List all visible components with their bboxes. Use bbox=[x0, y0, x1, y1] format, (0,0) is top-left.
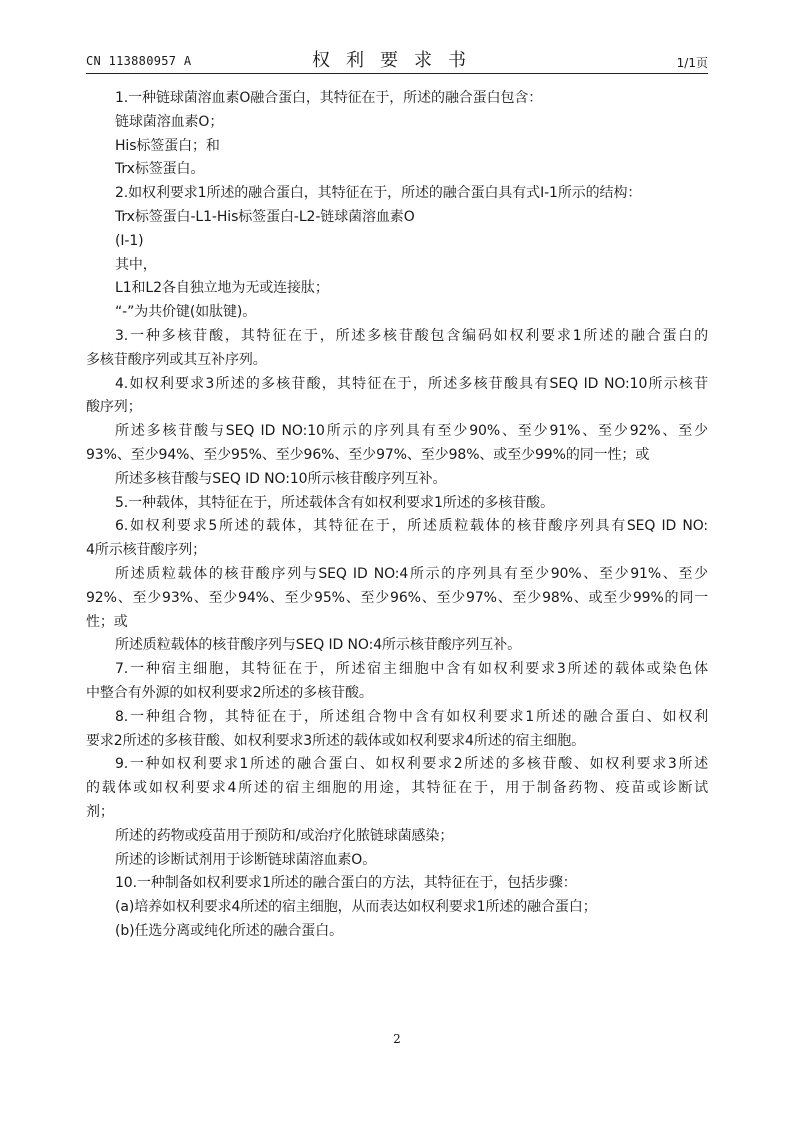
claim-text-line: 4.如权利要求3所述的多核苷酸，其特征在于，所述多核苷酸具有SEQ ID NO:10所示核苷 bbox=[115, 375, 708, 392]
page-number: 2 bbox=[393, 1032, 401, 1046]
claim-text-line: 所述的药物或疫苗用于预防和/或治疗化脓链球菌感染； bbox=[115, 827, 454, 844]
claim-text-line: 4所示核苷酸序列； bbox=[86, 542, 207, 559]
claim-text-line: 所述质粒载体的核苷酸序列与SEQ ID NO:4所示核苷酸序列互补。 bbox=[115, 637, 522, 654]
claim-text-line: 93%、至少94%、至少95%、至少96%、至少97%、至少98%、或至少99%的同一性；或 bbox=[86, 446, 650, 463]
claim-text-line: 要求2所述的多核苷酸、如权利要求3所述的载体或如权利要求4所述的宿主细胞。 bbox=[86, 732, 586, 749]
claim-text-line: (b)任选分离或纯化所述的融合蛋白。 bbox=[115, 922, 344, 939]
claim-text-line: 剂； bbox=[86, 803, 114, 820]
claims-body bbox=[86, 87, 708, 944]
claim-text-line: 7.一种宿主细胞，其特征在于，所述宿主细胞中含有如权利要求3所述的载体或染色体 bbox=[115, 661, 708, 678]
publication-number: CN 113880957 A bbox=[86, 54, 192, 68]
claim-text-line: 多核苷酸序列或其互补序列。 bbox=[86, 351, 267, 368]
claim-text-line: 链球菌溶血素O； bbox=[115, 113, 224, 130]
claim-text-line: (I-1) bbox=[115, 232, 144, 249]
claim-text-line: (a)培养如权利要求4所述的宿主细胞，从而表达如权利要求1所述的融合蛋白； bbox=[115, 899, 597, 916]
claim-text-line: 所述多核苷酸与SEQ ID NO:10所示核苷酸序列互补。 bbox=[115, 470, 447, 487]
claim-text-line: 10.一种制备如权利要求1所述的融合蛋白的方法，其特征在于，包括步骤： bbox=[115, 875, 577, 892]
page-indicator: 1/1页 bbox=[676, 56, 708, 70]
claim-text-line: 9.一种如权利要求1所述的融合蛋白、如权利要求2所述的多核苷酸、如权利要求3所述 bbox=[115, 756, 708, 773]
page-header bbox=[86, 46, 708, 72]
claim-text-line: 8.一种组合物，其特征在于，所述组合物中含有如权利要求1所述的融合蛋白、如权利 bbox=[115, 708, 708, 725]
document-title: 权利要求书 bbox=[312, 50, 482, 71]
claim-text-line: “-”为共价键(如肽键)。 bbox=[115, 304, 257, 321]
claim-text-line: 所述多核苷酸与SEQ ID NO:10所示的序列具有至少90%、至少91%、至少92%、至少 bbox=[115, 423, 708, 440]
header-divider bbox=[86, 73, 708, 74]
claim-text-line: Trx标签蛋白-L1-His标签蛋白-L2-链球菌溶血素O bbox=[115, 208, 415, 225]
claim-text-line: 2.如权利要求1所述的融合蛋白，其特征在于，所述的融合蛋白具有式I-1所示的结构： bbox=[115, 185, 642, 202]
claim-text-line: 性；或 bbox=[86, 613, 128, 630]
claim-text-line: 的载体或如权利要求4所述的宿主细胞的用途，其特征在于，用于制备药物、疫苗或诊断试 bbox=[86, 780, 708, 797]
claim-text-line: 酸序列； bbox=[86, 399, 142, 416]
claim-text-line: 中整合有外源的如权利要求2所述的多核苷酸。 bbox=[86, 684, 373, 701]
claim-text-line: Trx标签蛋白。 bbox=[115, 161, 205, 178]
claim-text-line: L1和L2各自独立地为无或连接肽； bbox=[115, 280, 329, 297]
claim-text-line: 所述质粒载体的核苷酸序列与SEQ ID NO:4所示的序列具有至少90%、至少91%、至少 bbox=[115, 565, 708, 582]
claim-text-line: 所述的诊断试剂用于诊断链球菌溶血素O。 bbox=[115, 851, 377, 868]
claim-text-line: 1.一种链球菌溶血素O融合蛋白，其特征在于，所述的融合蛋白包含： bbox=[115, 90, 543, 106]
claim-text-line: 92%、至少93%、至少94%、至少95%、至少96%、至少97%、至少98%、或至少99%的同一 bbox=[86, 589, 708, 606]
claim-text-line: His标签蛋白；和 bbox=[115, 137, 220, 154]
claim-text-line: 其中， bbox=[115, 256, 157, 273]
claim-text-line: 6.如权利要求5所述的载体，其特征在于，所述质粒载体的核苷酸序列具有SEQ ID NO: bbox=[115, 518, 708, 535]
claim-text-line: 3.一种多核苷酸，其特征在于，所述多核苷酸包含编码如权利要求1所述的融合蛋白的 bbox=[115, 327, 708, 344]
claim-text-line: 5.一种载体，其特征在于，所述载体含有如权利要求1所述的多核苷酸。 bbox=[115, 494, 554, 511]
